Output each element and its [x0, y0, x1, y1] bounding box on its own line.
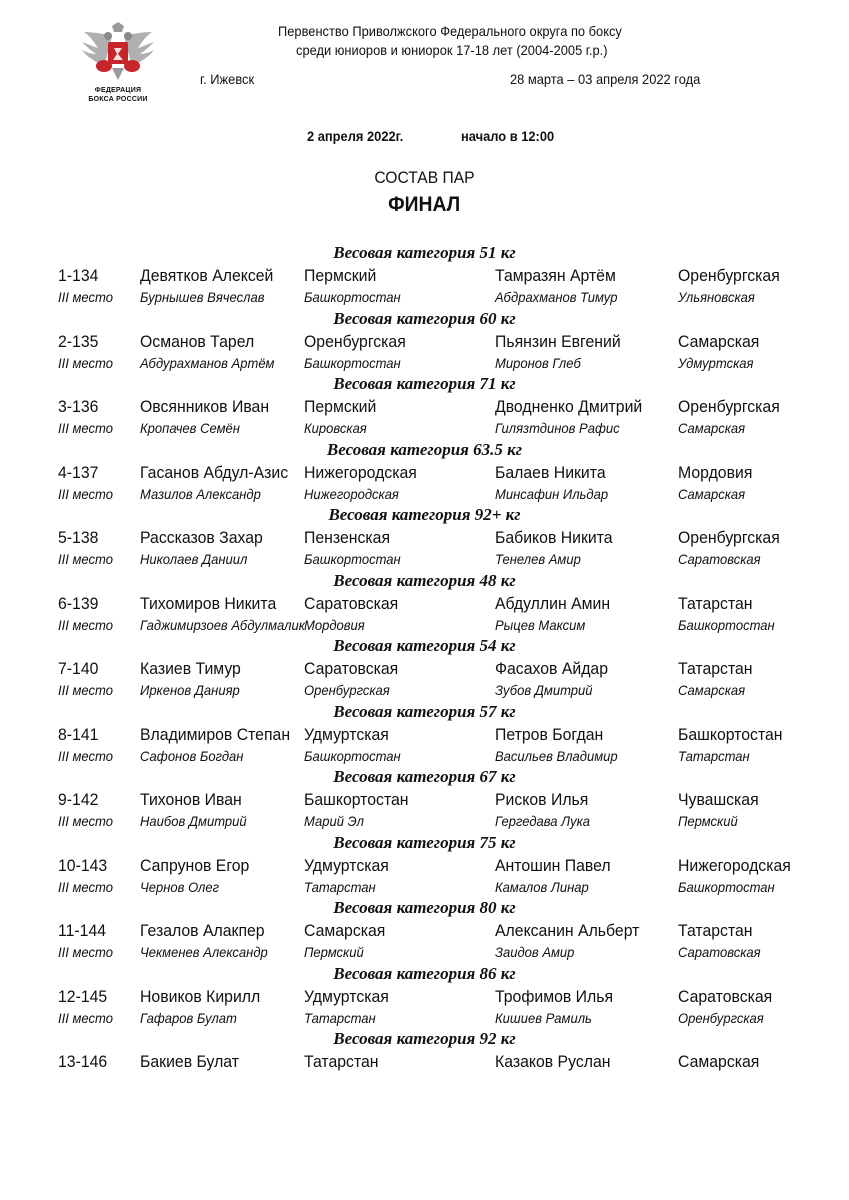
- weight-category-heading: Весовая категория 86 кг: [333, 963, 516, 983]
- red-corner-name: Тихомиров Никита: [140, 593, 277, 613]
- blue-corner-region: Оренбургская: [678, 266, 780, 285]
- red-corner-region: Оренбургская: [304, 331, 406, 351]
- third-place-1-region: Башкортостан: [304, 551, 401, 567]
- red-corner-name: Бакиев Булат: [140, 1052, 240, 1071]
- third-place-1-name: Иркенов Данияр: [140, 682, 240, 698]
- blue-corner-region: Мордовия: [678, 462, 753, 482]
- third-place-2-name: Рыцев Максим: [495, 616, 586, 633]
- third-place-1-name: Мазилов Александр: [140, 485, 261, 502]
- third-place-2-name: Миронов Глеб: [495, 354, 581, 371]
- session-date: 2 апреля 2022г.: [307, 128, 404, 144]
- weight-category-heading: Весовая категория 92 кг: [333, 1029, 516, 1048]
- blue-corner-region: Татарстан: [678, 921, 753, 940]
- third-place-1-region: Марий Эл: [304, 813, 364, 829]
- third-place-1-name: Гафаров Булат: [140, 1009, 237, 1026]
- session-start-time: начало в 12:00: [461, 128, 555, 144]
- bout-number: 1-134: [58, 266, 99, 285]
- third-place-1-name: Чекменев Александр: [140, 944, 268, 960]
- red-corner-name: Казиев Тимур: [140, 659, 241, 678]
- logo-caption: [78, 86, 158, 104]
- third-place-2-region: Башкортостан: [678, 878, 775, 895]
- blue-corner-region: Самарская: [678, 1052, 760, 1071]
- third-place-2-region: Саратовская: [678, 944, 761, 960]
- blue-corner-name: Бабиков Никита: [495, 528, 613, 547]
- bout-block: [0, 243, 849, 309]
- third-place-1-region: Нижегородская: [304, 485, 399, 502]
- third-place-label: III место: [58, 616, 113, 633]
- third-place-2-region: Татарстан: [678, 747, 750, 764]
- blue-corner-name: Петров Богдан: [495, 724, 604, 744]
- third-place-label: III место: [58, 813, 113, 829]
- event-city: г. Ижевск: [200, 71, 255, 87]
- weight-category-heading: Весовая категория 57 кг: [333, 701, 516, 721]
- red-corner-region: Удмуртская: [304, 724, 389, 744]
- third-place-2-region: Самарская: [678, 682, 746, 698]
- third-place-label: III место: [58, 682, 113, 698]
- red-corner-name: Новиков Кирилл: [140, 986, 261, 1006]
- bout-block: [0, 571, 849, 637]
- third-place-2-name: Гергедава Лука: [495, 813, 591, 829]
- third-place-2-name: Заидов Амир: [495, 944, 575, 960]
- bout-block: [0, 309, 849, 375]
- weight-category-heading: Весовая категория 60 кг: [333, 308, 516, 328]
- double-headed-eagle-icon: [78, 22, 158, 86]
- third-place-1-name: Абдурахманов Артём: [140, 354, 275, 371]
- weight-category-heading: Весовая категория 63.5 кг: [326, 439, 523, 459]
- red-corner-name: Девятков Алексей: [140, 266, 274, 285]
- blue-corner-region: Татарстан: [678, 593, 753, 613]
- red-corner-region: Самарская: [304, 921, 386, 940]
- bout-block: [0, 1029, 849, 1095]
- bout-number: 6-139: [58, 593, 99, 613]
- blue-corner-name: Пьянзин Евгений: [495, 331, 621, 351]
- third-place-1-region: Кировская: [304, 420, 367, 436]
- third-place-label: III место: [58, 1009, 113, 1026]
- third-place-label: III место: [58, 944, 113, 960]
- bout-number: 9-142: [58, 790, 99, 809]
- third-place-1-name: Бурнышев Вячеслав: [140, 289, 265, 305]
- third-place-2-region: Удмуртская: [678, 354, 754, 371]
- boxing-federation-logo: [78, 22, 158, 108]
- weight-category-heading: Весовая категория 51 кг: [333, 243, 516, 262]
- red-corner-region: Татарстан: [304, 1052, 379, 1071]
- red-corner-name: Османов Тарел: [140, 331, 255, 351]
- bout-number: 13-146: [58, 1052, 108, 1071]
- red-corner-region: Башкортостан: [304, 790, 409, 809]
- third-place-1-name: Наибов Дмитрий: [140, 813, 247, 829]
- third-place-2-region: Саратовская: [678, 551, 761, 567]
- blue-corner-region: Нижегородская: [678, 855, 791, 875]
- bout-block: [0, 440, 849, 506]
- third-place-1-region: Оренбургская: [304, 682, 390, 698]
- bout-number: 8-141: [58, 724, 99, 744]
- blue-corner-name: Трофимов Илья: [495, 986, 614, 1006]
- blue-corner-region: Оренбургская: [678, 528, 780, 547]
- third-place-label: III место: [58, 485, 113, 502]
- weight-category-heading: Весовая категория 67 кг: [333, 767, 516, 786]
- bout-block: [0, 767, 849, 833]
- bout-number: 3-136: [58, 397, 99, 416]
- blue-corner-region: Чувашская: [678, 790, 759, 809]
- third-place-2-name: Абдрахманов Тимур: [495, 289, 618, 305]
- blue-corner-region: Татарстан: [678, 659, 753, 678]
- third-place-2-name: Васильев Владимир: [495, 747, 618, 764]
- bout-block: [0, 374, 849, 440]
- blue-corner-name: Тамразян Артём: [495, 266, 616, 285]
- bout-block: [0, 505, 849, 571]
- bout-block: [0, 636, 849, 702]
- third-place-label: III место: [58, 289, 113, 305]
- event-title-line2: среди юниоров и юниорок 17-18 лет (2004-2005 г.р.): [296, 42, 608, 58]
- blue-corner-name: Казаков Руслан: [495, 1052, 611, 1071]
- third-place-1-name: Кропачев Семён: [140, 420, 240, 436]
- third-place-2-region: Башкортостан: [678, 616, 775, 633]
- bout-block: [0, 833, 849, 899]
- third-place-2-region: Оренбургская: [678, 1009, 764, 1026]
- blue-corner-name: Антошин Павел: [495, 855, 611, 875]
- third-place-2-region: Пермский: [678, 813, 738, 829]
- blue-corner-region: Оренбургская: [678, 397, 780, 416]
- bout-number: 7-140: [58, 659, 99, 678]
- red-corner-name: Тихонов Иван: [140, 790, 242, 809]
- blue-corner-region: Башкортостан: [678, 724, 783, 744]
- third-place-2-name: Минсафин Ильдар: [495, 485, 609, 502]
- weight-category-heading: Весовая категория 48 кг: [333, 570, 516, 590]
- bout-number: 10-143: [58, 855, 108, 875]
- blue-corner-region: Самарская: [678, 331, 760, 351]
- logo-caption-line2: БОКСА РОССИИ: [88, 96, 148, 103]
- third-place-1-region: Пермский: [304, 944, 364, 960]
- weight-category-heading: Весовая категория 80 кг: [333, 898, 516, 917]
- third-place-2-name: Тенелев Амир: [495, 551, 581, 567]
- third-place-1-region: Башкортостан: [304, 354, 401, 371]
- third-place-label: III место: [58, 354, 113, 371]
- bout-list: [0, 243, 849, 1095]
- third-place-2-name: Кишиев Рамиль: [495, 1009, 592, 1026]
- red-corner-region: Пензенская: [304, 528, 391, 547]
- red-corner-region: Пермский: [304, 397, 377, 416]
- red-corner-region: Саратовская: [304, 593, 399, 613]
- third-place-2-region: Самарская: [678, 485, 746, 502]
- third-place-1-region: Татарстан: [304, 878, 376, 895]
- weight-category-heading: Весовая категория 75 кг: [333, 832, 516, 852]
- bout-block: [0, 964, 849, 1030]
- red-corner-name: Рассказов Захар: [140, 528, 263, 547]
- red-corner-name: Гасанов Абдул-Азис: [140, 462, 289, 482]
- blue-corner-name: Абдуллин Амин: [495, 593, 611, 613]
- blue-corner-name: Дводненко Дмитрий: [495, 397, 643, 416]
- red-corner-region: Удмуртская: [304, 855, 389, 875]
- bout-block: [0, 898, 849, 964]
- third-place-label: III место: [58, 878, 113, 895]
- event-dates: 28 марта – 03 апреля 2022 года: [510, 71, 701, 87]
- blue-corner-name: Балаев Никита: [495, 462, 606, 482]
- bout-number: 5-138: [58, 528, 99, 547]
- red-corner-name: Овсянников Иван: [140, 397, 270, 416]
- third-place-label: III место: [58, 420, 113, 436]
- red-corner-region: Нижегородская: [304, 462, 417, 482]
- third-place-label: III место: [58, 551, 113, 567]
- third-place-1-name: Гаджимирзоев Абдулмалик: [140, 616, 305, 633]
- third-place-1-name: Сафонов Богдан: [140, 747, 244, 764]
- third-place-1-region: Мордовия: [304, 616, 365, 633]
- third-place-1-name: Чернов Олег: [140, 878, 220, 895]
- third-place-1-name: Николаев Даниил: [140, 551, 248, 567]
- third-place-2-name: Гилязтдинов Рафис: [495, 420, 620, 436]
- event-title-line1: Первенство Приволжского Федерального округа по боксу: [278, 23, 622, 39]
- blue-corner-region: Саратовская: [678, 986, 773, 1006]
- weight-category-heading: Весовая категория 92+ кг: [328, 505, 521, 524]
- third-place-1-region: Татарстан: [304, 1009, 376, 1026]
- red-corner-name: Сапрунов Егор: [140, 855, 250, 875]
- red-corner-name: Гезалов Алакпер: [140, 921, 265, 940]
- logo-caption-line1: ФЕДЕРАЦИЯ: [94, 87, 142, 94]
- bout-number: 12-145: [58, 986, 108, 1006]
- document-title: ФИНАЛ: [388, 193, 461, 216]
- third-place-2-name: Зубов Дмитрий: [495, 682, 593, 698]
- bout-block: [0, 702, 849, 768]
- document-subtitle: СОСТАВ ПАР: [374, 168, 475, 187]
- blue-corner-name: Фасахов Айдар: [495, 659, 609, 678]
- bout-number: 2-135: [58, 331, 99, 351]
- third-place-label: III место: [58, 747, 113, 764]
- red-corner-region: Саратовская: [304, 659, 399, 678]
- weight-category-heading: Весовая категория 54 кг: [333, 636, 516, 655]
- blue-corner-name: Рисков Илья: [495, 790, 589, 809]
- third-place-2-name: Камалов Линар: [495, 878, 589, 895]
- red-corner-name: Владимиров Степан: [140, 724, 291, 744]
- bout-number: 11-144: [58, 921, 107, 940]
- third-place-2-region: Ульяновская: [678, 289, 755, 305]
- third-place-1-region: Башкортостан: [304, 747, 401, 764]
- third-place-2-region: Самарская: [678, 420, 746, 436]
- blue-corner-name: Алексанин Альберт: [495, 921, 640, 940]
- red-corner-region: Пермский: [304, 266, 377, 285]
- red-corner-region: Удмуртская: [304, 986, 389, 1006]
- bout-number: 4-137: [58, 462, 99, 482]
- third-place-1-region: Башкортостан: [304, 289, 401, 305]
- weight-category-heading: Весовая категория 71 кг: [333, 374, 516, 393]
